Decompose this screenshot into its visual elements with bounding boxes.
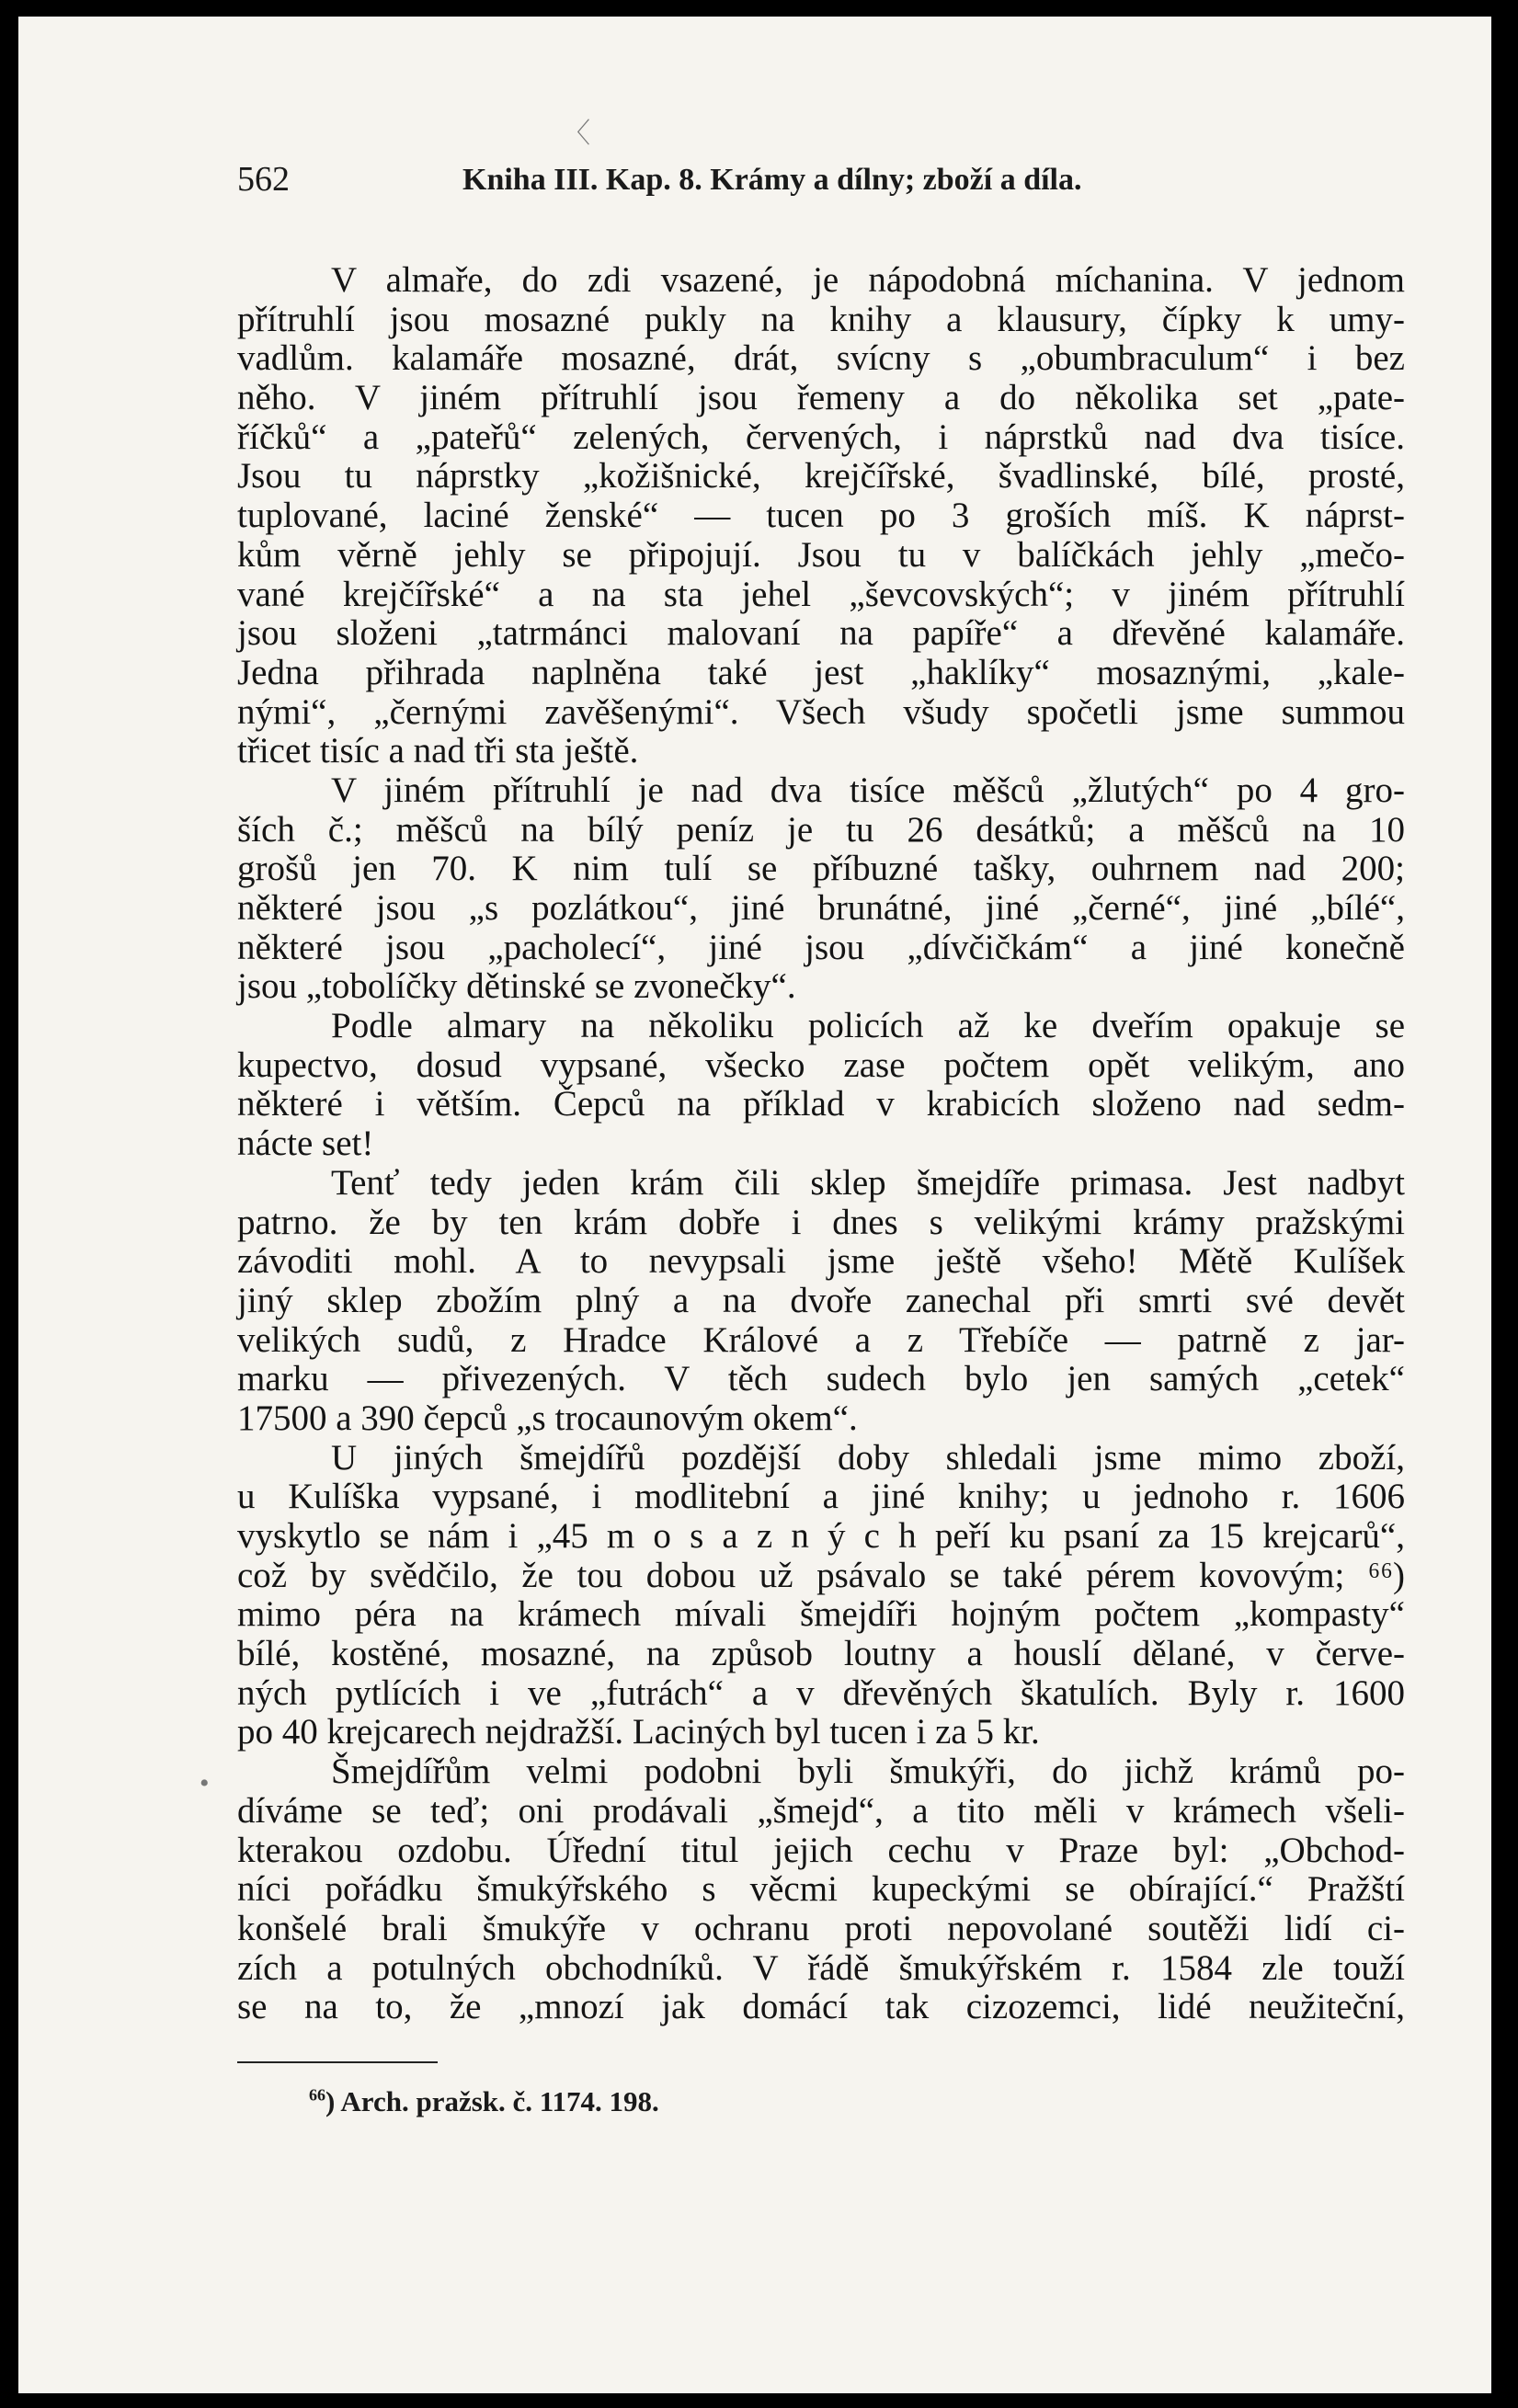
text-line: vyskytlo se nám i „45 m o s a z n ý c h peří ku psaní za 15 krejcarů“, (237, 1516, 1405, 1556)
page-number: 562 (237, 160, 290, 199)
text-line: závoditi mohl. A to nevypsali jsme ještě všeho! Mětě Kulíšek (237, 1241, 1405, 1282)
text-line: Tenť tedy jeden krám čili sklep šmejdíře primasa. Jest nadbyt (331, 1162, 1405, 1203)
stray-dot-mark: • (200, 1768, 210, 1798)
text-line: ších č.; měšců na bílý peníz je tu 26 desátků; a měšců na 10 (237, 809, 1405, 850)
text-line: díváme se teď; oni prodávali „šmejd“, a tito měli v krámech všeli- (237, 1790, 1405, 1831)
text-line: se na to, že „mnozí jak domácí tak cizozemci, lidé neužiteční, (237, 1987, 1405, 2027)
text-line: patrno. že by ten krám dobře i dnes s velikými krámy pražskými (237, 1202, 1405, 1242)
running-title: Kniha III. Kap. 8. Krámy a dílny; zboží a díla. (462, 163, 1082, 197)
text-line: velikých sudů, z Hradce Králové a z Třebíče — patrně z jar- (237, 1319, 1405, 1360)
text-line: něho. V jiném přítruhlí jsou řemeny a do několika set „pate- (237, 378, 1405, 418)
text-line: vané krejčířské“ a na sta jehel „ševcovských“; v jiném přítruhlí (237, 574, 1405, 614)
text-line: zích a potulných obchodníků. V řádě šmukýřském r. 1584 zle touží (237, 1947, 1405, 1988)
page-header (237, 159, 1405, 214)
text-line: U jiných šmejdířů pozdější doby shledali jsme mimo zboží, (331, 1437, 1405, 1478)
text-line: marku — přivezených. V těch sudech bylo jen samých „cetek“ (237, 1359, 1405, 1399)
text-line: některé jsou „s pozlátkou“, jiné brunátné, jiné „černé“, jiné „bílé“, (237, 888, 1405, 928)
text-line: což by svědčilo, že tou dobou už psávalo se také pérem kovovým; ⁶⁶) (237, 1555, 1405, 1595)
text-line: kterakou ozdobu. Úřední titul jejich cechu v Praze byl: „Obchod- (237, 1830, 1405, 1870)
text-line: tuplované, laciné ženské“ — tucen po 3 groších míš. K náprst- (237, 496, 1405, 536)
text-line: Šmejdířům velmi podobni byli šmukýři, do jichž krámů po- (331, 1752, 1405, 1792)
footnote (309, 2085, 659, 2118)
text-line: konšelé brali šmukýře v ochranu proti nepovolané soutěži lidí ci- (237, 1908, 1405, 1948)
text-line: nými“, „černými zavěšenými“. Všech všudy spočetli jsme summou (237, 691, 1405, 732)
text-line: náctе set! (237, 1124, 374, 1164)
text-line: vadlům. kalamáře mosazné, drát, svícny s „obumbraculum“ i bez (237, 338, 1405, 379)
text-line: jsou složeni „tatrmánci malovaní na papíře“ a dřevěné kalamáře. (237, 613, 1405, 654)
text-line: některé i větším. Čepců na příklad v krabicích složeno nad sedm- (237, 1084, 1405, 1124)
body-text (237, 261, 1405, 2027)
stray-pencil-mark: 〈 (563, 119, 590, 149)
text-line: mimo péra na krámech mívali šmejdíři hojným počtem „kompasty“ (237, 1594, 1405, 1635)
text-line: grošů jen 70. K nim tulí se příbuzné tašky, ouhrnem nad 200; (237, 849, 1405, 889)
text-line: 17500 a 390 čepců „s trocaunovým okem“. (237, 1398, 858, 1438)
text-line: kům věrně jehly se připojují. Jsou tu v balíčkách jehly „mečo- (237, 534, 1405, 575)
text-line: níci pořádku šmukýřského s věcmi kupeckými se obírající.“ Pražští (237, 1869, 1405, 1910)
text-line: V almaře, do zdi vsazené, je nápodobná míchanina. V jednom (331, 260, 1405, 300)
text-line: jsou „tobolíčky dětinské se zvonečky“. (237, 966, 796, 1007)
text-line: třicet tisíc a nad tři sta ještě. (237, 731, 639, 771)
text-line: některé jsou „pacholecí“, jiné jsou „dívčičkám“ a jiné konečně (237, 927, 1405, 967)
text-line: jiný sklep zbožím plný a na dvoře zanechal při smrti své devět (237, 1280, 1405, 1320)
text-line: Podle almary na několiku policích až ke dveřím opakuje se (331, 1006, 1405, 1046)
footnote-marker: 66 (309, 2085, 325, 2105)
text-line: kupectvo, dosud vypsané, všecko zase počtem opět velikým, ano (237, 1044, 1405, 1085)
book-page (18, 17, 1491, 2393)
text-line: po 40 krejcarech nejdražší. Laciných byl tucen i za 5 kr. (237, 1712, 1040, 1752)
text-line: ných pytlících i ve „futrách“ a v dřevěných škatulích. Byly r. 1600 (237, 1672, 1405, 1713)
footnote-divider (237, 2061, 438, 2063)
text-line: u Kulíška vypsané, i modlitební a jiné knihy; u jednoho r. 1606 (237, 1477, 1405, 1517)
text-line: Jsou tu náprstky „kožišnické, krejčířské, švadlinské, bílé, prosté, (237, 456, 1405, 496)
text-line: říčků“ a „pateřů“ zelených, červených, i náprstků nad dva tisíce. (237, 417, 1405, 457)
text-line: V jiném přítruhlí je nad dva tisíce měšců „žlutých“ po 4 gro- (331, 770, 1405, 810)
text-line: Jedna přihrada naplněna také jest „haklíky“ mosaznými, „kale- (237, 652, 1405, 692)
text-line: bílé, kostěné, mosazné, na způsob loutny a houslí dělané, v červe- (237, 1634, 1405, 1674)
text-line: přítruhlí jsou mosazné pukly na knihy a klausury, čípky k umy- (237, 299, 1405, 339)
footnote-text: ) Arch. pražsk. č. 1174. 198. (325, 2085, 659, 2117)
